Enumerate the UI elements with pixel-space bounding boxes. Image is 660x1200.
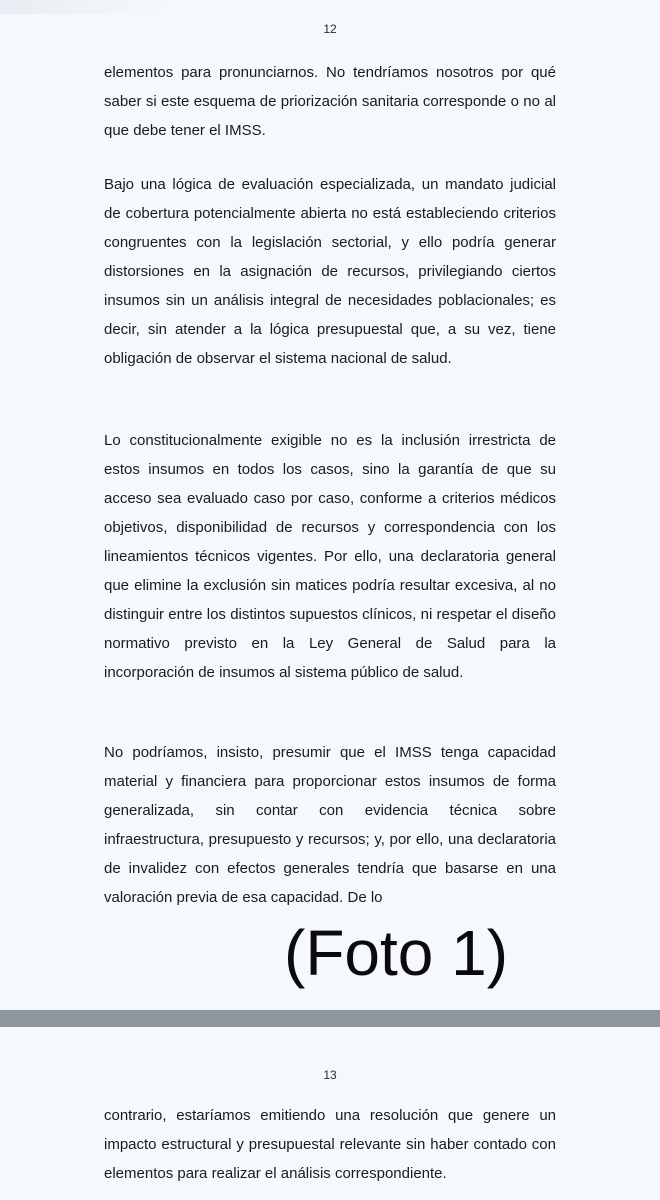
paragraph: Lo constitucionalmente exigible no es la inclusión irrestricta de estos insumos en todos los casos, sino la garantía de que su acceso sea evaluado caso por caso, conforme a criterios médicos objetivos, disponibilidad de recursos y correspondencia con los lineamientos técnicos vigentes. Por ello, una declaratoria general que elimine la exclusión sin matices podría resultar excesiva, al no distinguir entre los distintos supuestos clínicos, ni respetar el diseño normativo previsto en la Ley General de Salud para la incorporación de insumos al sistema público de salud. — [104, 432, 556, 681]
paragraph: contrario, estaríamos emitiendo una resolución que genere un impacto estructural y presupuestal relevante sin haber contado con elementos para realizar el análisis correspondiente. — [104, 1107, 556, 1182]
photo-caption-overlay: (Foto 1) — [284, 917, 509, 989]
paragraph: No podríamos, insisto, presumir que el IMSS tenga capacidad material y financiera para proporcionar estos insumos de forma generalizada, sin contar con evidencia técnica sobre infraestructura, presupuesto y recursos; y, por ello, una declaratoria de invalidez con efectos generales tendría que basarse en una valoración previa de esa capacidad. De lo — [104, 744, 556, 906]
paragraph: elementos para pronunciarnos. No tendríamos nosotros por qué saber si este esquema de priorización sanitaria corresponde o no al que debe tener el IMSS. — [104, 64, 556, 139]
page-number: 13 — [323, 1068, 337, 1082]
page-separator — [0, 1010, 660, 1027]
page-number: 12 — [323, 22, 337, 36]
page-edge-shadow — [0, 0, 170, 14]
paragraph: Bajo una lógica de evaluación especializada, un mandato judicial de cobertura potencialmente abierta no está estableciendo criterios congruentes con la legislación sectorial, y ello podría generar distorsiones en la asignación de recursos, privilegiando ciertos insumos sin un análisis integral de necesidades poblacionales; es decir, sin atender a la lógica presupuestal que, a su vez, tiene obligación de observar el sistema nacional de salud. — [104, 176, 556, 367]
